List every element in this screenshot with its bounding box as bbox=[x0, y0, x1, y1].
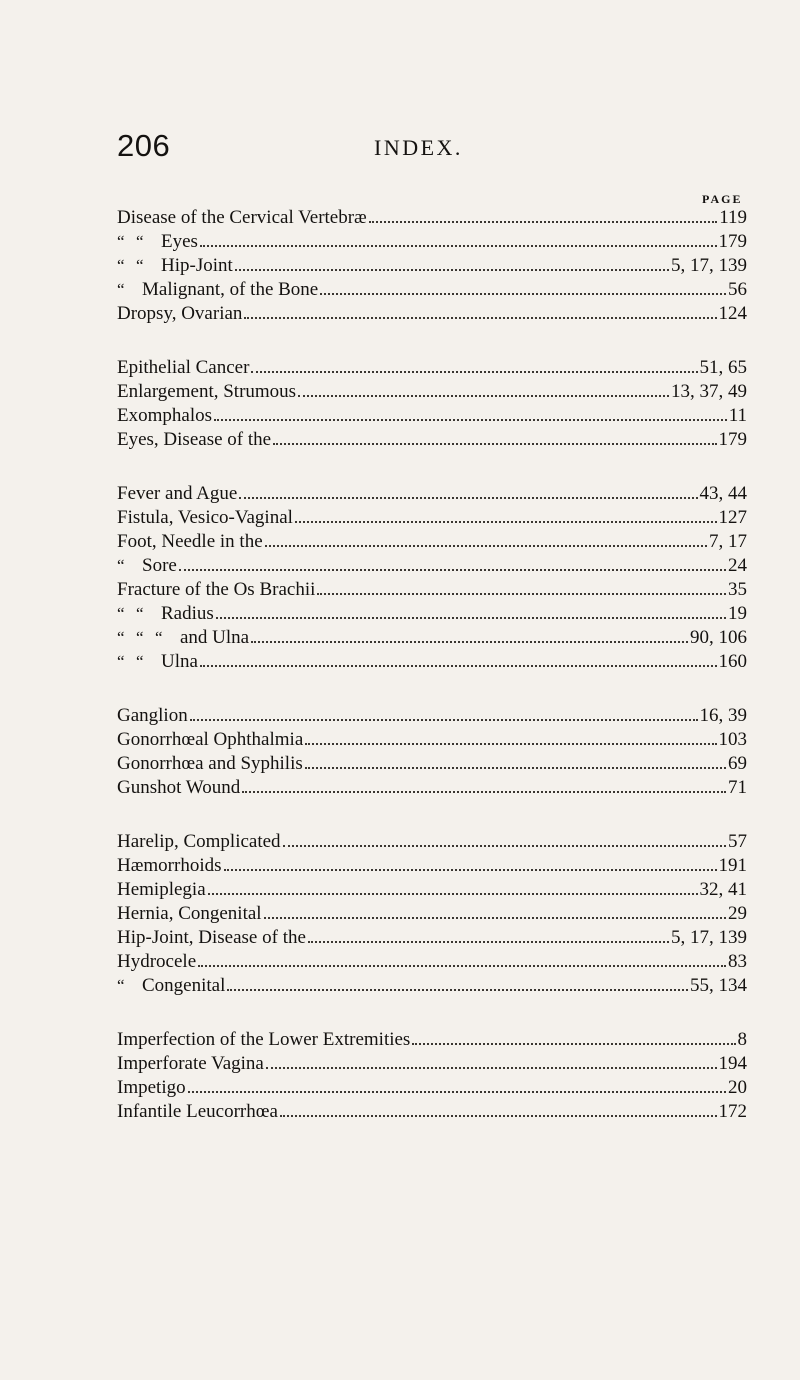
entry-label: Congenital bbox=[142, 975, 226, 996]
entry-pages: 83 bbox=[728, 951, 747, 972]
entry-label: Ulna bbox=[161, 651, 198, 672]
entry-pages: 103 bbox=[718, 729, 747, 750]
index-entry bbox=[117, 902, 747, 926]
entry-pages: 56 bbox=[728, 279, 747, 300]
entry-pages: 19 bbox=[728, 603, 747, 624]
entry-pages: 55, 134 bbox=[690, 975, 747, 996]
entry-pages: 71 bbox=[728, 777, 747, 798]
index-letter-group bbox=[117, 830, 747, 998]
dot-leader bbox=[179, 569, 726, 571]
index-entry bbox=[117, 704, 747, 728]
index-entry bbox=[117, 482, 747, 506]
index-entry bbox=[117, 356, 747, 380]
entry-label: Foot, Needle in the bbox=[117, 531, 263, 552]
dot-leader bbox=[280, 1115, 717, 1117]
entry-label: Exomphalos bbox=[117, 405, 212, 426]
page-header bbox=[117, 128, 717, 168]
entry-label: Ganglion bbox=[117, 705, 188, 726]
index-entry bbox=[117, 530, 747, 554]
entry-pages: 43, 44 bbox=[699, 483, 747, 504]
entry-pages: 32, 41 bbox=[699, 879, 747, 900]
ditto-mark: “ bbox=[117, 232, 125, 251]
index-entry bbox=[117, 1028, 747, 1052]
entry-label: Imperfection of the Lower Extremities bbox=[117, 1029, 411, 1050]
entry-pages: 127 bbox=[718, 507, 747, 528]
entry-label: Dropsy, Ovarian bbox=[117, 303, 243, 324]
dot-leader bbox=[265, 545, 707, 547]
dot-leader bbox=[283, 845, 726, 847]
index-entry bbox=[117, 752, 747, 776]
entry-label: Hip-Joint, Disease of the bbox=[117, 927, 306, 948]
dot-leader bbox=[198, 965, 726, 967]
index-entry bbox=[117, 878, 747, 902]
index-entry bbox=[117, 428, 747, 452]
ditto-mark: “ bbox=[117, 256, 125, 275]
entry-label: and Ulna bbox=[180, 627, 250, 648]
dot-leader bbox=[188, 1091, 726, 1093]
entry-label: Hemiplegia bbox=[117, 879, 206, 900]
index-entry bbox=[117, 650, 747, 674]
dot-leader bbox=[298, 395, 669, 397]
entry-label: Enlargement, Strumous bbox=[117, 381, 297, 402]
entry-label: Imperforate Vagina bbox=[117, 1053, 264, 1074]
index-entry bbox=[117, 626, 747, 650]
dot-leader bbox=[251, 641, 688, 643]
index-entry bbox=[117, 602, 747, 626]
entry-pages: 57 bbox=[728, 831, 747, 852]
dot-leader bbox=[200, 245, 717, 247]
entry-label: Gonorrhœa and Syphilis bbox=[117, 753, 303, 774]
entry-label: Radius bbox=[161, 603, 214, 624]
entry-label: Eyes bbox=[161, 231, 198, 252]
index-entry bbox=[117, 830, 747, 854]
entry-label: Hip-Joint bbox=[161, 255, 233, 276]
entry-pages: 179 bbox=[718, 429, 747, 450]
ditto-mark: “ bbox=[136, 232, 144, 251]
entry-label: Eyes, Disease of the bbox=[117, 429, 272, 450]
index-letter-group bbox=[117, 482, 747, 674]
index-entry bbox=[117, 578, 747, 602]
dot-leader bbox=[305, 767, 726, 769]
entry-pages: 191 bbox=[718, 855, 747, 876]
entry-pages: 51, 65 bbox=[699, 357, 747, 378]
index-letter-group bbox=[117, 356, 747, 452]
index-entry bbox=[117, 926, 747, 950]
entry-label: Fever and Ague bbox=[117, 483, 238, 504]
dot-leader bbox=[320, 293, 726, 295]
dot-leader bbox=[227, 989, 688, 991]
index-letter-group bbox=[117, 206, 747, 326]
dot-leader bbox=[264, 917, 726, 919]
index-letter-group bbox=[117, 704, 747, 800]
entry-pages: 20 bbox=[728, 1077, 747, 1098]
entry-label: Hydrocele bbox=[117, 951, 197, 972]
index-entry bbox=[117, 278, 747, 302]
running-title: INDEX. bbox=[374, 135, 463, 160]
index-entry bbox=[117, 380, 747, 404]
entry-pages: 69 bbox=[728, 753, 747, 774]
ditto-mark: “ bbox=[117, 652, 125, 671]
dot-leader bbox=[305, 743, 716, 745]
ditto-mark: “ bbox=[117, 280, 125, 299]
ditto-mark: “ bbox=[117, 628, 125, 647]
index-entry bbox=[117, 404, 747, 428]
entry-pages: 90, 106 bbox=[690, 627, 747, 648]
entry-pages: 119 bbox=[719, 207, 747, 228]
ditto-mark: “ bbox=[136, 652, 144, 671]
dot-leader bbox=[273, 443, 716, 445]
entry-label: Sore bbox=[142, 555, 177, 576]
dot-leader bbox=[317, 593, 726, 595]
entry-label: Harelip, Complicated bbox=[117, 831, 281, 852]
entry-label: Infantile Leucorrhœa bbox=[117, 1101, 278, 1122]
dot-leader bbox=[266, 1067, 717, 1069]
entry-label: Malignant, of the Bone bbox=[142, 279, 319, 300]
index-entry bbox=[117, 1076, 747, 1100]
page-column-label: PAGE bbox=[702, 192, 743, 206]
index-entry bbox=[117, 230, 747, 254]
entry-pages: 7, 17 bbox=[709, 531, 747, 552]
ditto-mark: “ bbox=[117, 556, 125, 575]
entry-label: Fistula, Vesico-Vaginal bbox=[117, 507, 293, 528]
index-entry bbox=[117, 1100, 747, 1124]
dot-leader bbox=[216, 617, 726, 619]
entry-pages: 16, 39 bbox=[699, 705, 747, 726]
entry-label: Impetigo bbox=[117, 1077, 186, 1098]
dot-leader bbox=[239, 497, 697, 499]
index-entry bbox=[117, 302, 747, 326]
dot-leader bbox=[295, 521, 717, 523]
ditto-mark: “ bbox=[155, 628, 163, 647]
index-entry bbox=[117, 950, 747, 974]
entry-label: Gonorrhœal Ophthalmia bbox=[117, 729, 304, 750]
entry-pages: 35 bbox=[728, 579, 747, 600]
dot-leader bbox=[251, 371, 697, 373]
entry-pages: 160 bbox=[718, 651, 747, 672]
entry-label: Hernia, Congenital bbox=[117, 903, 262, 924]
dot-leader bbox=[242, 791, 726, 793]
entry-label: Gunshot Wound bbox=[117, 777, 241, 798]
dot-leader bbox=[214, 419, 727, 421]
entry-pages: 172 bbox=[718, 1101, 747, 1122]
entry-pages: 5, 17, 139 bbox=[671, 927, 747, 948]
index-entry bbox=[117, 854, 747, 878]
entry-pages: 124 bbox=[718, 303, 747, 324]
entry-label: Disease of the Cervical Vertebræ bbox=[117, 207, 367, 228]
index-entry bbox=[117, 974, 747, 998]
ditto-mark: “ bbox=[117, 976, 125, 995]
ditto-mark: “ bbox=[136, 256, 144, 275]
dot-leader bbox=[369, 221, 717, 223]
index-list bbox=[117, 206, 747, 1124]
index-entry bbox=[117, 254, 747, 278]
page-number: 206 bbox=[117, 128, 171, 163]
dot-leader bbox=[235, 269, 669, 271]
dot-leader bbox=[308, 941, 669, 943]
dot-leader bbox=[244, 317, 716, 319]
entry-pages: 194 bbox=[718, 1053, 747, 1074]
index-entry bbox=[117, 206, 747, 230]
ditto-mark: “ bbox=[117, 604, 125, 623]
ditto-mark: “ bbox=[136, 628, 144, 647]
index-entry bbox=[117, 776, 747, 800]
entry-pages: 29 bbox=[728, 903, 747, 924]
entry-pages: 13, 37, 49 bbox=[671, 381, 747, 402]
index-entry bbox=[117, 1052, 747, 1076]
entry-pages: 5, 17, 139 bbox=[671, 255, 747, 276]
dot-leader bbox=[412, 1043, 735, 1045]
entry-label: Epithelial Cancer bbox=[117, 357, 250, 378]
entry-pages: 179 bbox=[718, 231, 747, 252]
dot-leader bbox=[200, 665, 717, 667]
entry-label: Hæmorrhoids bbox=[117, 855, 222, 876]
index-entry bbox=[117, 554, 747, 578]
dot-leader bbox=[208, 893, 698, 895]
index-entry bbox=[117, 506, 747, 530]
index-letter-group bbox=[117, 1028, 747, 1124]
entry-label: Fracture of the Os Brachii bbox=[117, 579, 316, 600]
entry-pages: 11 bbox=[728, 405, 747, 426]
dot-leader bbox=[190, 719, 698, 721]
entry-pages: 24 bbox=[728, 555, 747, 576]
entry-pages: 8 bbox=[737, 1029, 747, 1050]
ditto-mark: “ bbox=[136, 604, 144, 623]
dot-leader bbox=[224, 869, 717, 871]
index-entry bbox=[117, 728, 747, 752]
